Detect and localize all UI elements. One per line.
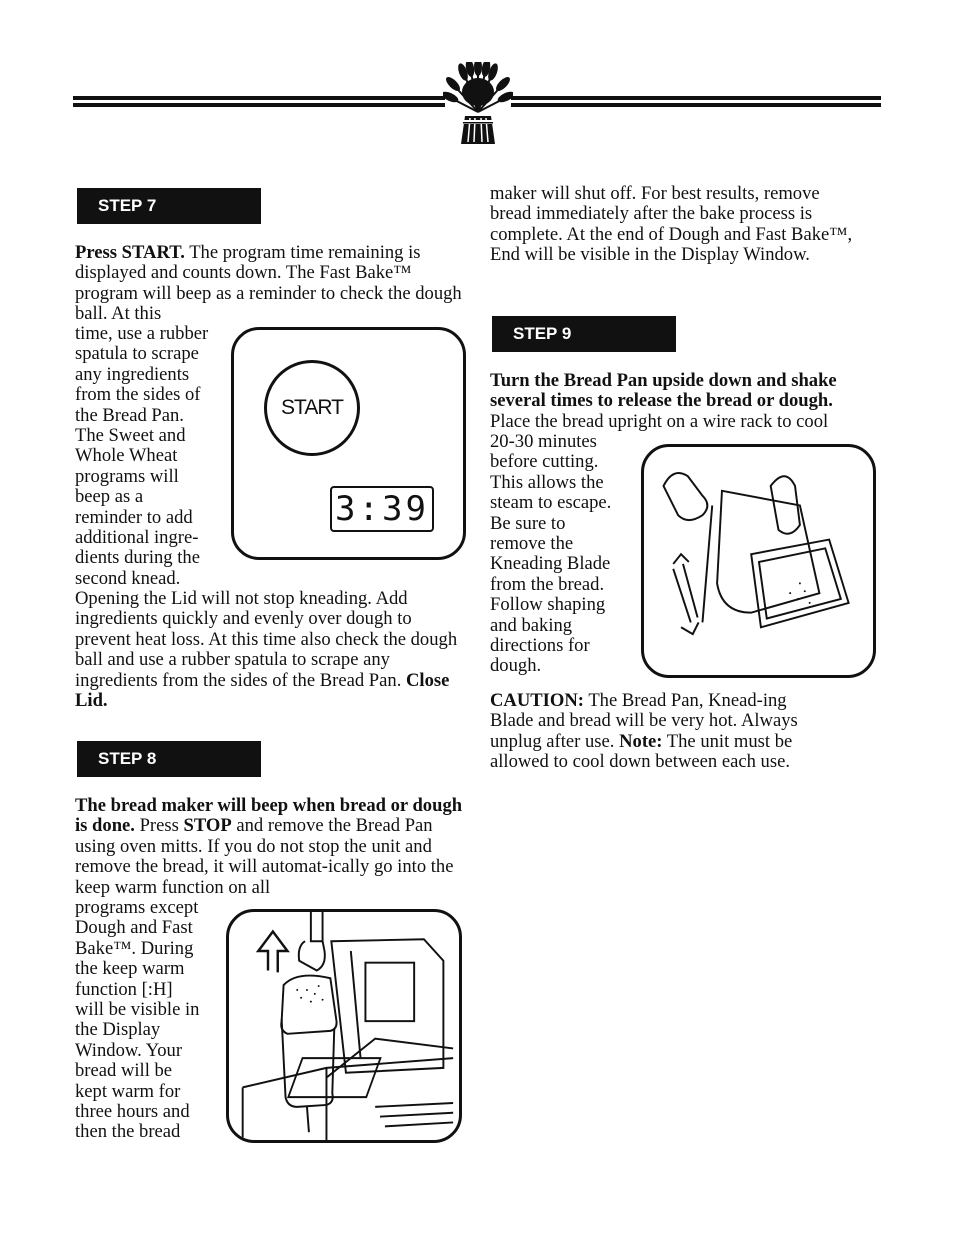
- text-line: Dough and Fast: [75, 917, 193, 939]
- step-8-label: STEP 8: [77, 741, 261, 777]
- wheat-sheaf-icon: [443, 62, 513, 146]
- text-line: any ingredients: [75, 363, 190, 385]
- text-line: steam to escape.: [490, 492, 612, 514]
- step-9-label: STEP 9: [492, 316, 676, 352]
- text-line: will be visible in: [75, 999, 200, 1021]
- step-8-intro: [75, 796, 467, 898]
- text-line: time, use a rubber: [75, 323, 209, 344]
- text-line: then the bread: [75, 1121, 181, 1143]
- step-7-after: [75, 589, 467, 711]
- text-line: the Display: [75, 1019, 161, 1041]
- text-line: Window. Your: [75, 1039, 183, 1061]
- bread-maker-illustration: [229, 912, 459, 1140]
- text-line: before cutting.: [490, 451, 599, 473]
- close-lid-text: Close Lid.: [75, 669, 450, 712]
- step-9-figure-shake-pan: [641, 444, 876, 678]
- text-line: kept warm for: [75, 1080, 181, 1102]
- step-7-after-body: Opening the Lid will not stop kneading. Add ingredients quickly and evenly over dough to prevent heat loss. At this time also check the dough ball and use a rubber spatula to scrape any ingredients from the sides of the Bread Pan.: [75, 588, 458, 691]
- text-line: The Sweet and: [75, 425, 186, 447]
- text-line: reminder to add: [75, 506, 193, 528]
- note-text: The unit must be allowed to cool down between each use.: [490, 730, 793, 773]
- text-line: 20-30 minutes: [490, 431, 597, 452]
- text-line: three hours and: [75, 1101, 190, 1123]
- step-8-body-1: Press: [134, 815, 184, 837]
- text-line: spatula to scrape: [75, 343, 199, 365]
- display-window-illustration: 3:39: [330, 486, 434, 532]
- text-line: bread will be: [75, 1060, 173, 1082]
- text-line: directions for: [490, 635, 590, 657]
- step-7-narrow-text: [75, 324, 235, 589]
- stop-text: STOP: [183, 815, 232, 837]
- step-9-body: Place the bread upright on a wire rack to cool: [490, 410, 829, 432]
- text-line: from the sides of: [75, 384, 201, 406]
- note-label: Note:: [619, 730, 663, 752]
- step-7-lead: Press START.: [75, 242, 185, 263]
- text-line: additional ingre-: [75, 527, 199, 549]
- step-8-figure-bread-maker: [226, 909, 462, 1143]
- step-8-continuation: maker will shut off. For best results, remove bread immediately after the bake process is complete. At the end of Dough and Fast Bake™, End will be visible in the Display Window.: [490, 183, 853, 266]
- step-8-body-2: and remove the Bread Pan using oven mitts. If you do not stop the unit and remove the bread, it will automat-ically go into the keep warm function on all: [75, 815, 454, 898]
- step-9-intro: [490, 371, 870, 432]
- text-line: Follow shaping: [490, 594, 606, 616]
- header-rule-right: [511, 96, 881, 107]
- text-line: Whole Wheat: [75, 445, 178, 467]
- text-line: programs except: [75, 897, 199, 918]
- text-line: dients during the: [75, 547, 200, 569]
- text-line: beep as a: [75, 486, 144, 508]
- step-9-lead: Turn the Bread Pan upside down and shake several times to release the bread or dough.: [490, 370, 837, 412]
- text-line: Be sure to: [490, 512, 566, 534]
- text-line: from the bread.: [490, 573, 605, 595]
- text-line: remove the: [490, 533, 574, 555]
- step-9-caution: [490, 691, 806, 773]
- header-rule-left: [73, 96, 445, 107]
- step-7-figure-control-panel: [231, 327, 466, 560]
- text-line: function [:H]: [75, 978, 173, 1000]
- caution-label: CAUTION:: [490, 690, 585, 711]
- step-8-narrow-text: [75, 898, 225, 1143]
- text-line: second knead.: [75, 567, 181, 589]
- caution-text: The Bread Pan, Knead-ing Blade and bread will be very hot. Always unplug after use.: [490, 690, 798, 752]
- start-button-illustration: START: [264, 360, 360, 456]
- text-line: the keep warm: [75, 958, 185, 980]
- text-line: and baking: [490, 614, 573, 636]
- text-line: programs will: [75, 465, 179, 487]
- step-9-narrow-text: [490, 432, 640, 677]
- text-line: Kneading Blade: [490, 553, 611, 575]
- shake-pan-illustration: [644, 447, 873, 675]
- text-line: This allows the: [490, 471, 604, 493]
- step-8-lead: The bread maker will beep when bread or dough is done.: [75, 795, 463, 837]
- text-line: Bake™. During: [75, 937, 194, 959]
- step-7-label: STEP 7: [77, 188, 261, 224]
- text-line: the Bread Pan.: [75, 404, 184, 426]
- step-7-intro: [75, 243, 467, 325]
- step-7-body: The program time remaining is displayed and counts down. The Fast Bake™ program will beep as a reminder to check the dough ball. At this: [75, 242, 462, 325]
- text-line: dough.: [490, 655, 542, 677]
